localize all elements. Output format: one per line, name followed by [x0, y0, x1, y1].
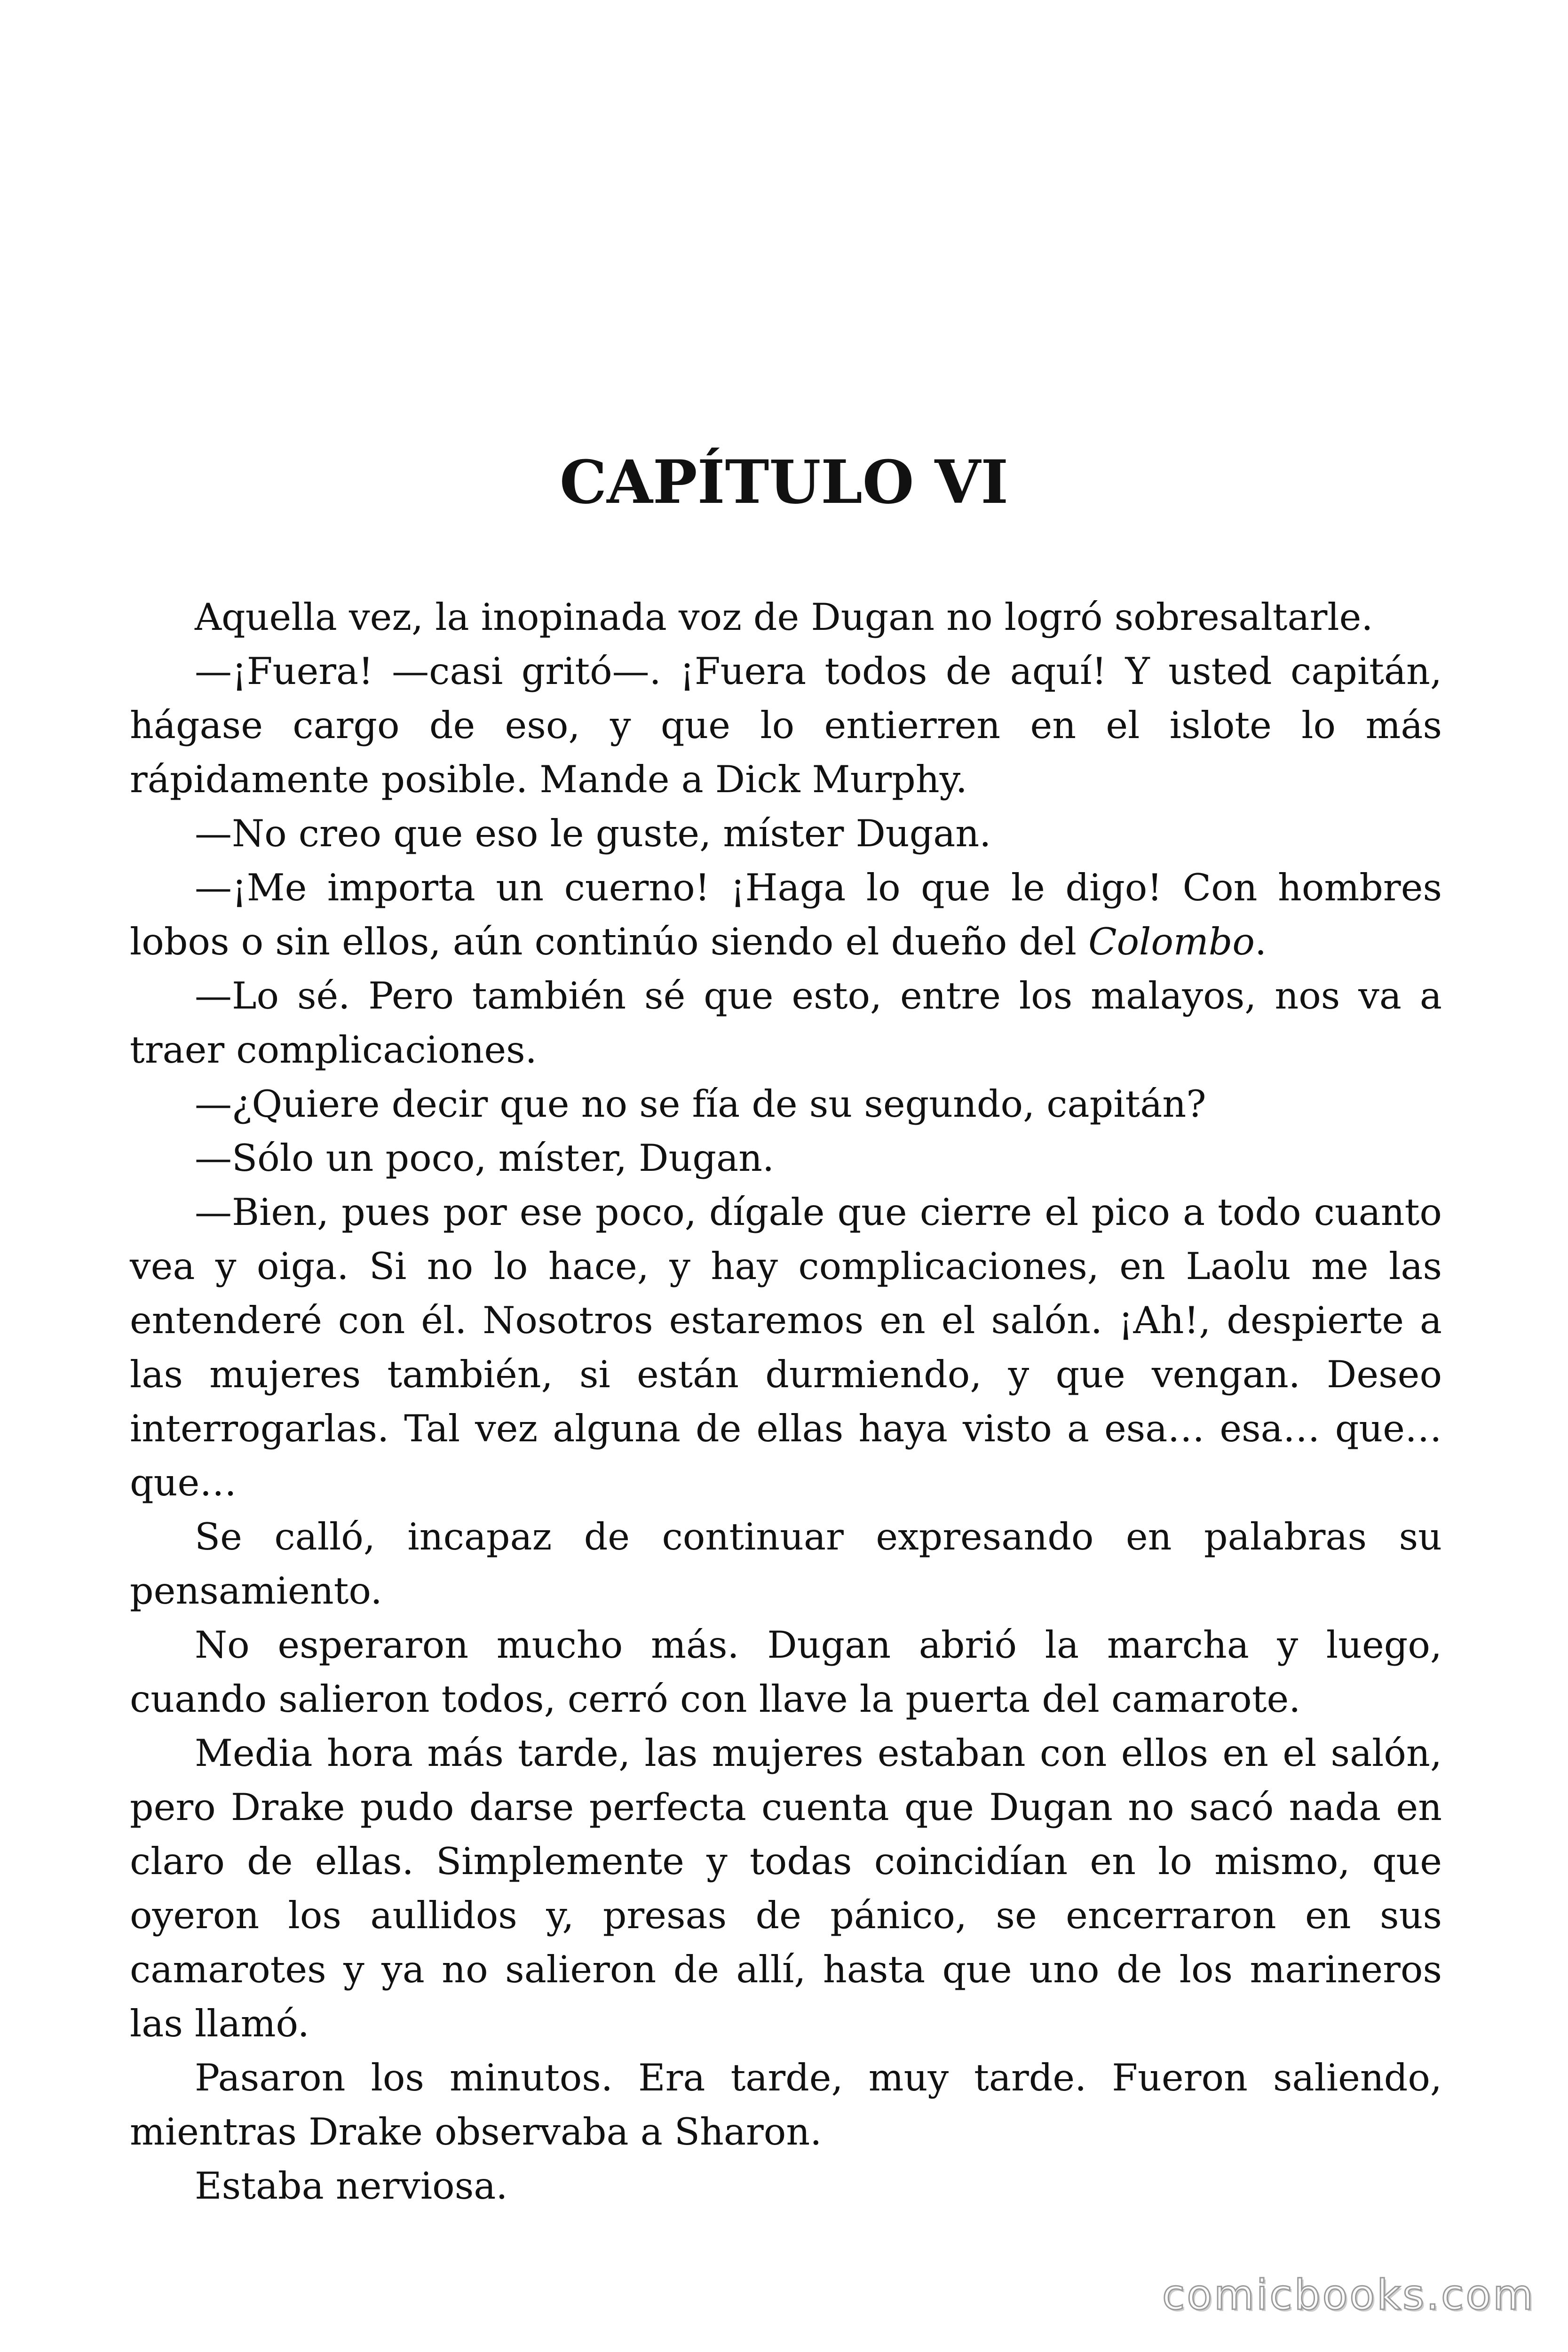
paragraph: —No creo que eso le guste, míster Dugan. [195, 812, 991, 855]
paragraph: No esperaron mucho más. Dugan abrió la marcha y luego, cuando salieron todos, cerró con llave la puerta del camarote. [130, 1623, 1442, 1721]
paragraph-text: —¡Me importa un cuerno! ¡Haga lo que le digo! Con hombres lobos o sin ellos, aún continúo siendo el dueño del [130, 866, 1442, 963]
paragraph: —¿Quiere decir que no se fía de su segundo, capitán? [195, 1082, 1206, 1126]
paragraph: Estaba nerviosa. [195, 2164, 508, 2208]
paragraph-text: . [1254, 920, 1267, 963]
paragraph [130, 861, 1442, 969]
paragraph: Se calló, incapaz de continuar expresando en palabras su pensamiento. [130, 1515, 1442, 1613]
chapter-title: CAPÍTULO VI [559, 447, 1009, 517]
paragraph: —Sólo un poco, míster, Dugan. [195, 1136, 775, 1180]
paragraph: Pasaron los minutos. Era tarde, muy tarde. Fueron saliendo, mientras Drake observaba a Sharon. [130, 2056, 1442, 2153]
ship-name-italic: Colombo [1088, 920, 1255, 963]
paragraph: —Lo sé. Pero también sé que esto, entre los malayos, nos va a traer complicaciones. [130, 974, 1442, 1072]
paragraph: —Bien, pues por ese poco, dígale que cierre el pico a todo cuanto vea y oiga. Si no lo hace, y hay complicaciones, en Laolu me las entenderé con él. Nosotros estaremos en el salón. ¡Ah!, despierte a las mujeres también, si están durmiendo, y que vengan. Deseo interrogarlas. Tal vez alguna de ellas haya visto a esa… esa… que… que… [130, 1191, 1442, 1504]
paragraph: —¡Fuera! —casi gritó—. ¡Fuera todos de aquí! Y usted capitán, hágase cargo de eso, y que lo entierren en el islote lo más rápidamente posible. Mande a Dick Murphy. [130, 650, 1442, 801]
paragraph: Media hora más tarde, las mujeres estaban con ellos en el salón, pero Drake pudo darse perfecta cuenta que Dugan no sacó nada en claro de ellas. Simplemente y todas coincidían en lo mismo, que oyeron los aullidos y, presas de pánico, se encerraron en sus camarotes y ya no salieron de allí, hasta que uno de los marineros las llamó. [130, 1732, 1442, 2045]
paragraph: Aquella vez, la inopinada voz de Dugan no logró sobresaltarle. [195, 596, 1373, 639]
watermark: comicbooks.com [1162, 2271, 1535, 2319]
chapter-body [130, 590, 1442, 2213]
